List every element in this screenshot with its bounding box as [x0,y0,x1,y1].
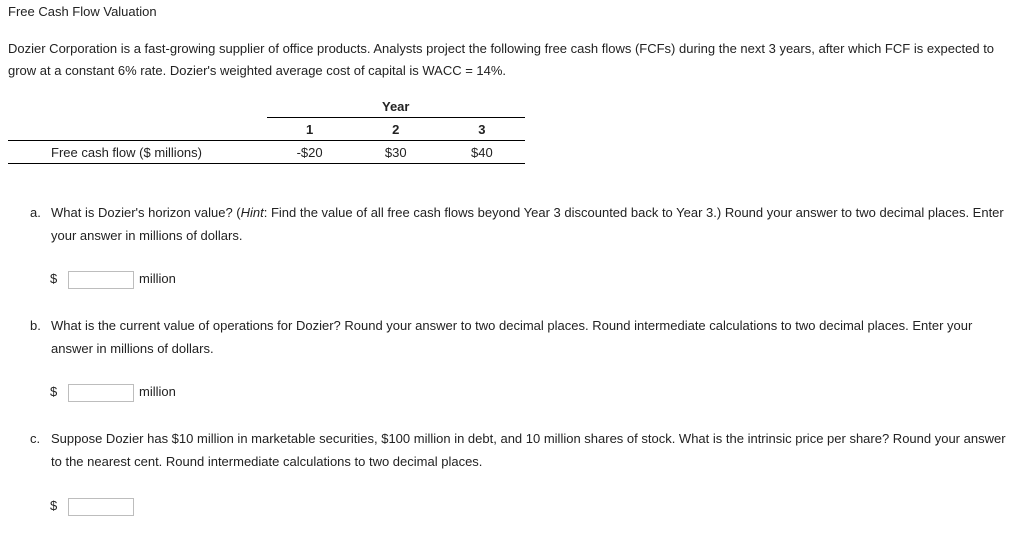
table-corner [8,95,267,118]
fcf-year-3-value: $40 [439,141,525,164]
table-corner [8,118,267,141]
page-title: Free Cash Flow Valuation [8,4,157,19]
answer-input-c[interactable] [68,498,134,516]
question-text-part: What is Dozier's horizon value? ( [51,205,241,220]
question-label: a. [30,205,41,220]
question-text [51,201,1011,247]
question-label: c. [30,431,41,446]
answer-row-b [50,381,176,403]
fcf-row-label: Free cash flow ($ millions) [8,141,267,164]
fcf-year-1-value: -$20 [267,141,353,164]
question-label: b. [30,318,41,333]
unit-label: million [139,271,176,286]
question-text: Suppose Dozier has $10 million in marketable securities, $100 million in debt, and 10 million shares of stock. What is the intrinsic price per share? Round your answer to the nearest cent. Round intermediate calculations to two decimal places. [51,431,1006,469]
fcf-year-2-value: $30 [353,141,439,164]
answer-row-a [50,268,176,290]
currency-symbol: $ [50,271,58,286]
currency-symbol: $ [50,384,58,399]
question-text: What is the current value of operations for Dozier? Round your answer to two decimal places. Round intermediate calculations to two decimal places. Enter your answer in millions of dollars. [51,318,973,356]
currency-symbol: $ [50,498,58,513]
fcf-table [8,95,525,164]
question-b [30,314,1015,360]
year-3-header: 3 [439,118,525,141]
question-c [30,427,1015,473]
answer-input-b[interactable] [68,384,134,402]
year-header: Year [267,95,526,118]
problem-intro: Dozier Corporation is a fast-growing supplier of office products. Analysts project the following free cash flows (FCFs) during the next 3 years, after which FCF is expected to grow at a constant 6% rate. Dozier's weighted average cost of capital is WACC = 14%. [8,41,995,78]
unit-label: million [139,384,176,399]
answer-row-c [50,495,134,517]
year-2-header: 2 [353,118,439,141]
hint-label: Hint [240,205,264,220]
year-1-header: 1 [267,118,353,141]
question-text-part: : Find the value of all free cash flows beyond Year 3 discounted back to Year 3.) Round your answer to two decimal places. Enter your answer in millions of dollars. [51,205,1004,243]
question-a [30,201,1015,247]
answer-input-a[interactable] [68,271,134,289]
